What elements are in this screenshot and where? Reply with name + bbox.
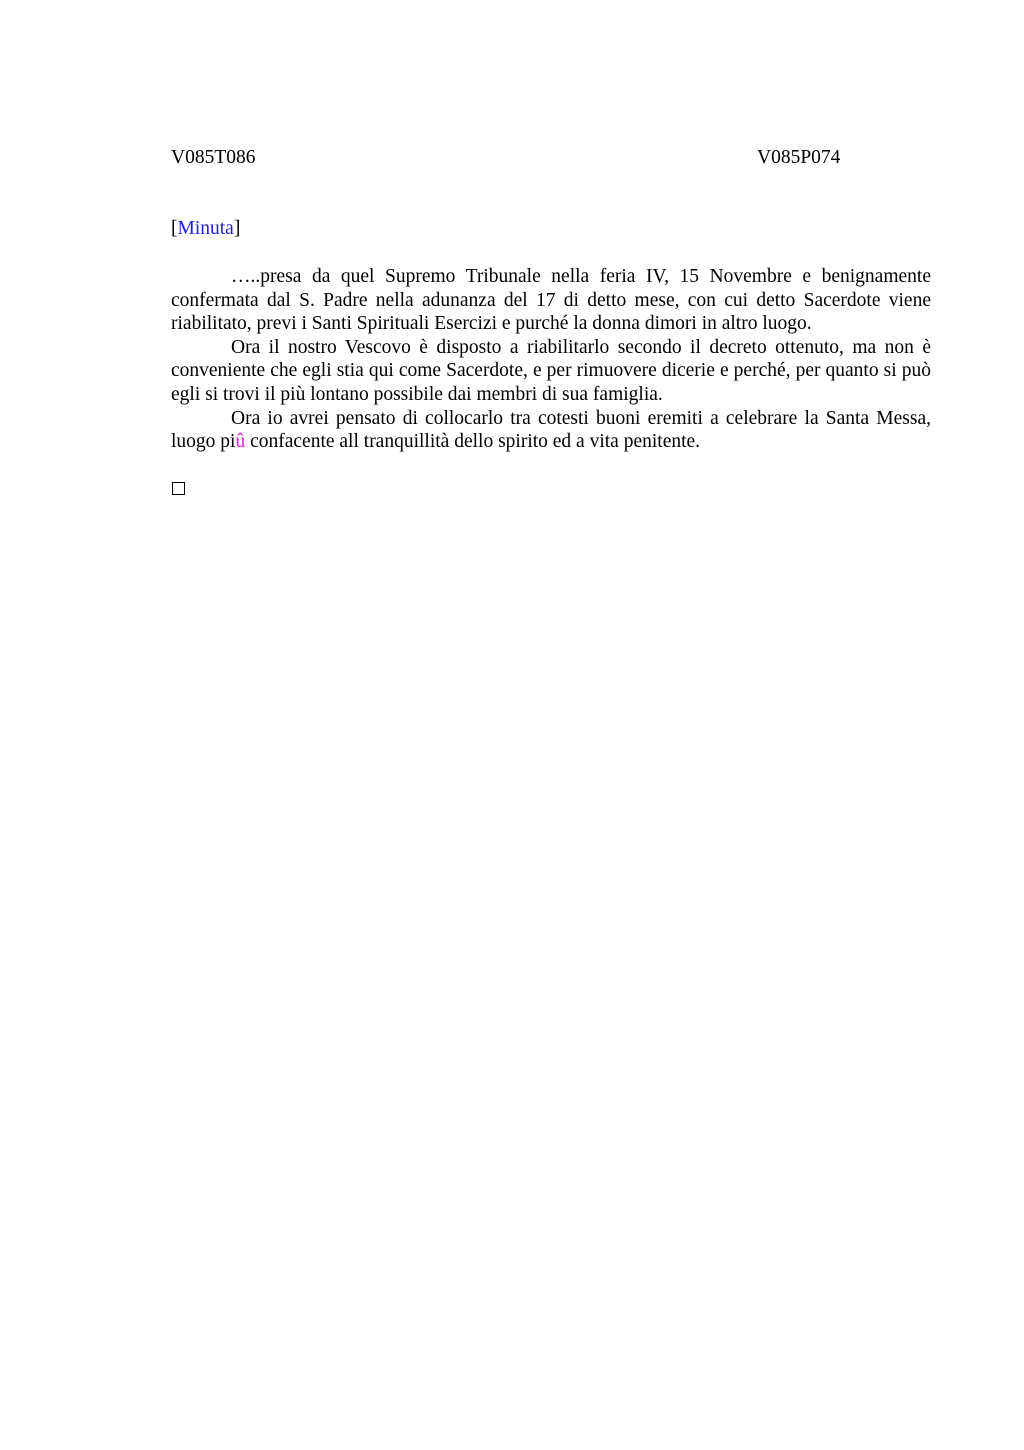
empty-square-icon (172, 482, 185, 495)
document-code-right: V085P074 (757, 147, 841, 168)
paragraph-1: …..presa da quel Supremo Tribunale nella feria IV, 15 Novembre e benignamente confermata dal S. Padre nella adunanza del 17 di detto mese, con cui detto Sacerdote viene riabilitato, previ i Santi Spirituali Esercizi e purché la donna dimori in altro luogo. (171, 266, 931, 335)
paragraph-3 (171, 407, 931, 454)
letter-body (171, 265, 931, 454)
label-open-bracket: [ (171, 218, 178, 239)
minuta-label (171, 217, 240, 241)
paragraph-3-text-after: confacente all tranquillità dello spirito ed a vita penitente. (245, 431, 701, 453)
label-close-bracket: ] (233, 218, 241, 239)
document-code-left: V085T086 (171, 147, 256, 168)
paragraph-2: Ora il nostro Vescovo è disposto a riabilitarlo secondo il decreto ottenuto, ma non è conveniente che egli stia qui come Sacerdote, e per rimuovere dicerie e perché, per quanto si può egli si trovi il più lontano possibile dai membri di sua famiglia. (171, 336, 931, 405)
paragraph-3-highlight: û (235, 431, 246, 453)
label-word: Minuta (177, 218, 234, 239)
paragraph-3-text-before: Ora io avrei pensato di collocarlo tra cotesti buoni eremiti a celebrare la Santa Messa, luogo pi (171, 407, 931, 453)
